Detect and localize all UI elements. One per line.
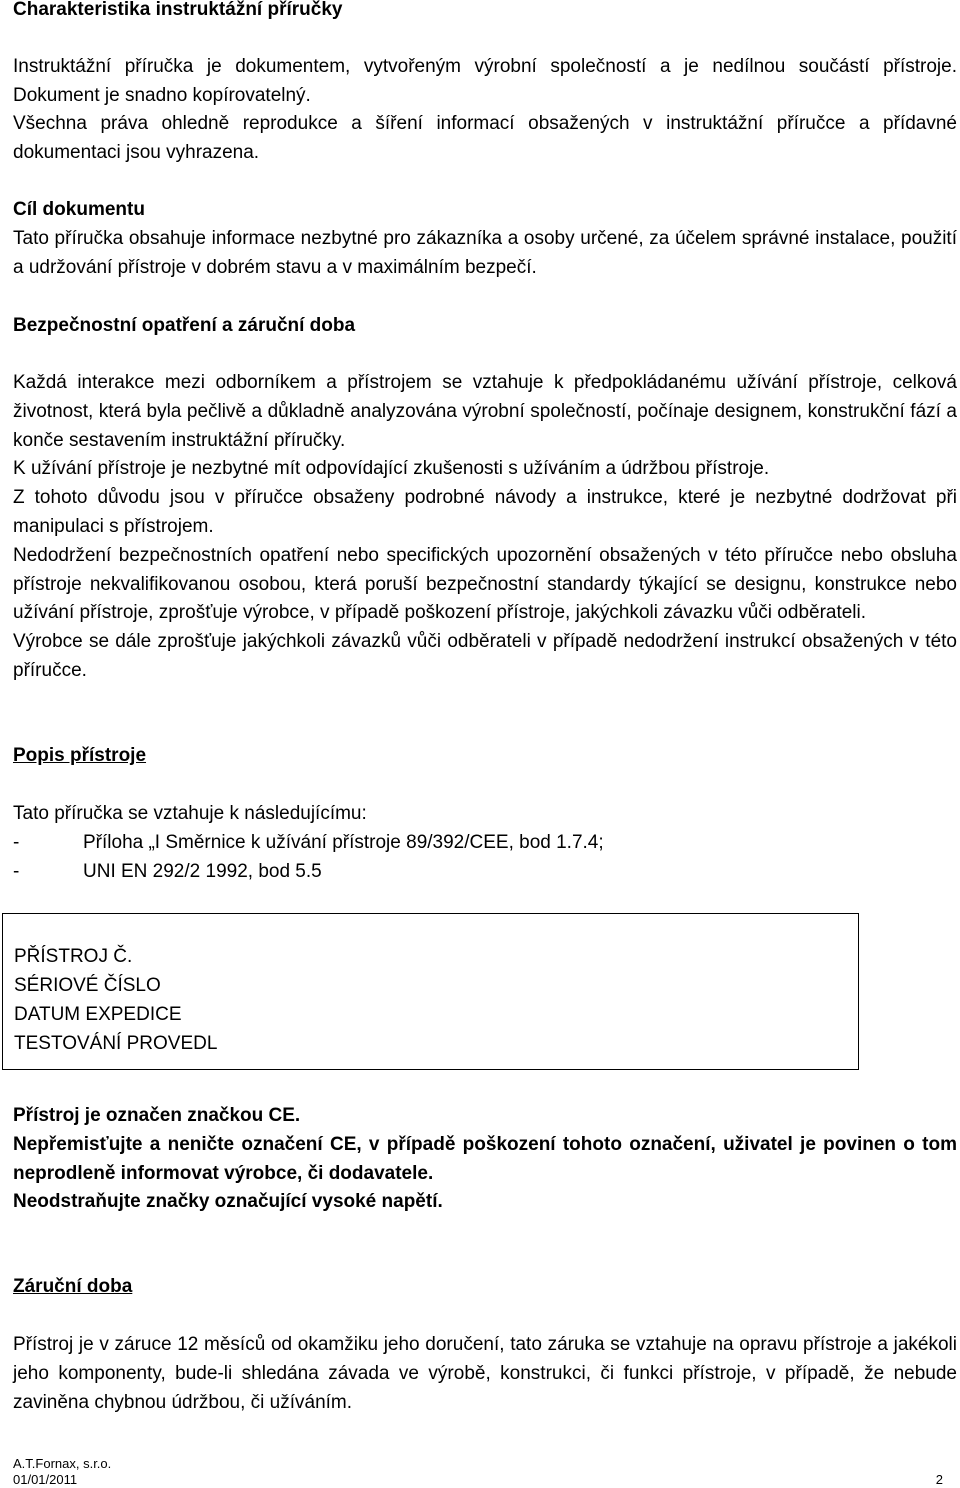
intro-paragraph-2 — [13, 110, 957, 168]
ce-mark-line-2: Nepřemisťujte a neničte označení CE, v případě poškození tohoto označení, uživatel je povinen o tom neprodleně informovat výrobce, či dodavatele. — [13, 1133, 957, 1184]
intro-text-1: Instruktážní příručka je dokumentem, vytvořeným výrobní společností a je nedílnou součástí přístroje. Dokument je snadno kopírovatelný. — [13, 56, 957, 106]
purpose-text: Tato příručka obsahuje informace nezbytné pro zákazníka a osoby určené, za účelem správné instalace, použití a udržování přístroje v dobrém stavu a v maximálním bezpečí. — [13, 228, 957, 278]
serial-number-label: SÉRIOVÉ ČÍSLO — [14, 975, 161, 996]
document-title: Charakteristika instruktážní příručky — [13, 0, 343, 20]
list-item: - UNI EN 292/2 1992, bod 5.5 — [13, 858, 957, 887]
footer-date: 01/01/2011 — [13, 1472, 78, 1487]
description-intro: Tato příručka se vztahuje k následujícímu: — [13, 803, 367, 824]
ce-mark-line-1: Přístroj je označen značkou CE. — [13, 1105, 301, 1126]
warranty-text: Přístroj je v záruce 12 měsíců od okamžiku jeho doručení, tato záruka se vztahuje na opravu přístroje a jakékoli jeho komponenty, bude-li shledána závada ve výrobě, konstrukci, či funkci přístroje, v případě, že nebude zaviněna chybnou údržbou, či užíváním. — [13, 1334, 957, 1413]
warranty-heading: Záruční doba — [13, 1276, 133, 1297]
description-heading: Popis přístroje — [13, 745, 147, 766]
tested-by-label: TESTOVÁNÍ PROVEDL — [14, 1033, 218, 1054]
dispatch-date-label: DATUM EXPEDICE — [14, 1004, 182, 1025]
intro-text-2: Všechna práva ohledně reprodukce a šíření informací obsažených v instruktážní příručce a přídavné dokumentaci jsou vyhrazena. — [13, 113, 957, 163]
safety-paragraph-5: Výrobce se dále zprošťuje jakýchkoli závazků vůči odběrateli v případě nedodržení instrukcí obsažených v této příručce. — [13, 631, 957, 681]
safety-heading: Bezpečnostní opatření a záruční doba — [13, 315, 356, 336]
ce-mark-section — [13, 1102, 957, 1217]
safety-paragraph-4: Nedodržení bezpečnostních opatření nebo specifických upozornění obsažených v této příručce nebo obsluha přístroje nekvalifikovanou osobou, která poruší bezpečnostní standardy týkající se designu, konstrukce nebo užívání přístroje, zprošťuje výrobce, v případě poškození přístroje, jakýchkoli závazku vůči odběrateli. — [13, 544, 957, 624]
safety-section — [13, 369, 957, 686]
list-item-text: UNI EN 292/2 1992, bod 5.5 — [83, 860, 322, 882]
device-info-box — [2, 913, 859, 1070]
footer — [13, 1456, 943, 1488]
list-item: - Příloha „I Směrnice k užívání přístroje 89/392/CEE, bod 1.7.4; — [13, 829, 957, 858]
intro-paragraph-1 — [13, 53, 957, 111]
description-section — [13, 800, 957, 886]
safety-paragraph-1: Každá interakce mezi odborníkem a přístrojem se vztahuje k předpokládanému užívání přístroje, celková životnost, která byla pečlivě a důkladně analyzována výrobní společností, počínaje designem, konstrukční fází a konče sestavením instruktážní příručky. — [13, 372, 957, 451]
list-item-text: Příloha „I Směrnice k užívání přístroje 89/392/CEE, bod 1.7.4; — [83, 831, 604, 853]
ce-mark-line-3: Neodstraňujte značky označující vysoké napětí. — [13, 1191, 443, 1213]
purpose-paragraph — [13, 225, 957, 283]
safety-paragraph-3: Z tohoto důvodu jsou v příručce obsaženy podrobné návody a instrukce, které je nezbytné dodržovat při manipulaci s přístrojem. — [13, 487, 957, 537]
safety-paragraph-2: K užívání přístroje je nezbytné mít odpovídající zkušenosti s užíváním a údržbou přístroje. — [13, 458, 770, 480]
purpose-heading: Cíl dokumentu — [13, 199, 145, 220]
device-number-label: PŘÍSTROJ Č. — [14, 946, 133, 967]
page-number: 2 — [935, 1472, 943, 1487]
warranty-paragraph — [13, 1331, 957, 1417]
footer-company: A.T.Fornax, s.r.o. — [13, 1456, 112, 1471]
